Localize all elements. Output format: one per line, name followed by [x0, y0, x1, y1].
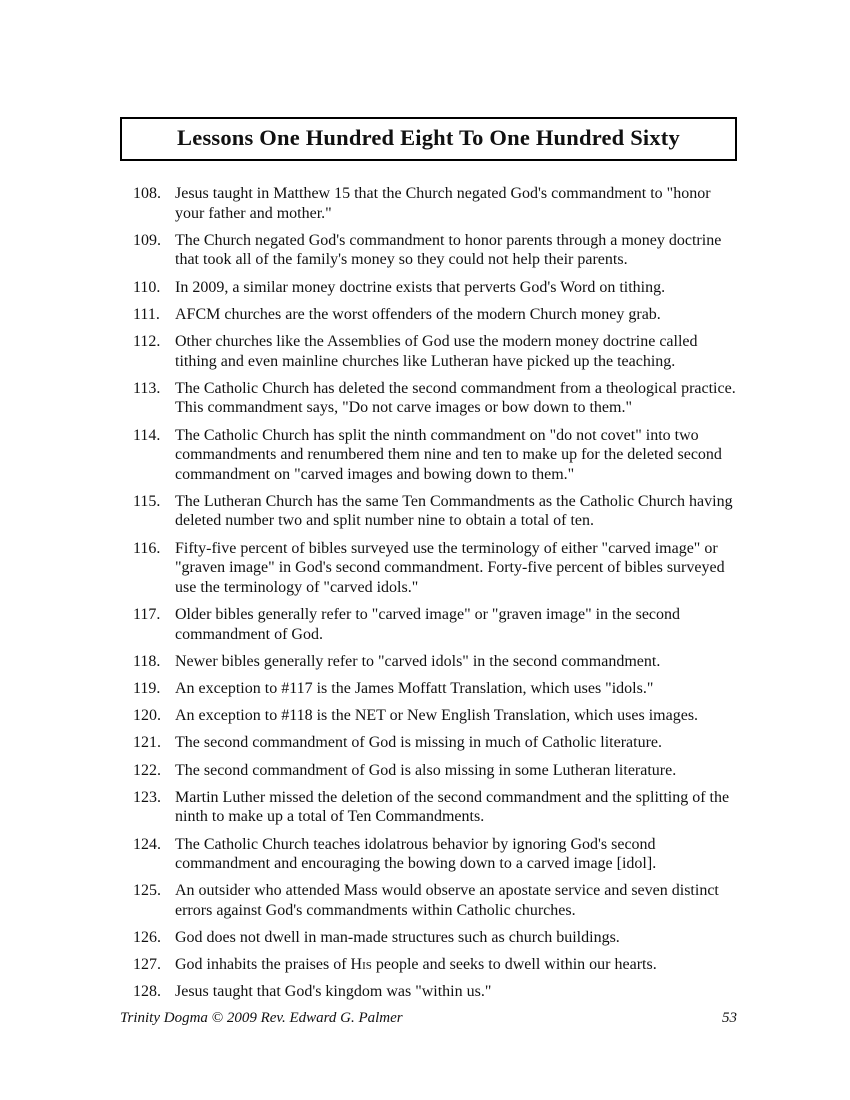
lesson-text: Fifty-five percent of bibles surveyed use the terminology of either "carved image" or "graven image" in God's second commandment. Forty-five percent of bibles surveyed use the terminology of "carved idols." — [175, 539, 725, 596]
lesson-text: God does not dwell in man-made structures such as church buildings. — [175, 929, 620, 947]
lesson-number: 120. — [133, 707, 161, 725]
lesson-number: 128. — [133, 983, 161, 1001]
lesson-item-109 — [120, 231, 737, 270]
lesson-number: 121. — [133, 734, 161, 752]
lesson-number: 108. — [133, 185, 161, 202]
lesson-text-smallcaps: His — [350, 956, 372, 974]
lesson-number: 114. — [133, 426, 161, 444]
lesson-text: An exception to #118 is the NET or New English Translation, which uses images. — [175, 707, 699, 725]
lesson-text: Other churches like the Assemblies of God use the modern money doctrine called tithing and even mainline churches like Lutheran have picked up the teaching. — [175, 332, 698, 370]
lesson-text: An outsider who attended Mass would observe an apostate service and seven distinct errors against God's commandments within Catholic churches. — [175, 882, 719, 919]
lesson-item-113 — [120, 379, 737, 418]
lesson-item-120 — [120, 706, 737, 726]
lesson-text: Martin Luther missed the deletion of the second commandment and the splitting of the ninth to make up a total of Ten Commandments. — [175, 788, 730, 826]
lesson-text: The second commandment of God is also missing in some Lutheran literature. — [175, 761, 677, 779]
lesson-number: 126. — [133, 929, 161, 947]
lesson-number: 125. — [133, 882, 161, 900]
lesson-text: Jesus taught that God's kingdom was "within us." — [175, 983, 492, 1001]
lesson-number: 117. — [133, 606, 161, 624]
lesson-text: The Catholic Church teaches idolatrous behavior by ignoring God's second commandment and encouraging the bowing down to a carved image [idol]. — [175, 835, 657, 873]
lesson-number: 113. — [133, 379, 161, 397]
page-footer — [120, 1010, 737, 1027]
lesson-number: 124. — [133, 835, 161, 853]
lesson-text: The Lutheran Church has the same Ten Commandments as the Catholic Church having deleted number two and split number nine to obtain a total of ten. — [175, 492, 733, 530]
lesson-text: The Church negated God's commandment to honor parents through a money doctrine that took all of the family's money so they could not help their parents. — [175, 231, 722, 269]
lesson-item-128 — [120, 982, 737, 1002]
lesson-text: The second commandment of God is missing in much of Catholic literature. — [175, 734, 663, 752]
footer-copyright: Trinity Dogma © 2009 Rev. Edward G. Palmer — [120, 1009, 403, 1026]
lesson-item-116 — [120, 539, 737, 598]
lesson-number: 119. — [133, 680, 161, 697]
page-title: Lessons One Hundred Eight To One Hundred Sixty — [177, 125, 680, 150]
lesson-item-115 — [120, 492, 737, 531]
lesson-item-117 — [120, 605, 737, 644]
lesson-item-118 — [120, 652, 737, 672]
lesson-item-124 — [120, 835, 737, 874]
lesson-number: 118. — [133, 652, 161, 670]
lesson-text: An exception to #117 is the James Moffatt Translation, which uses "idols." — [175, 680, 654, 697]
lesson-text: The Catholic Church has deleted the second commandment from a theological practice. This commandment says, "Do not carve images or bow down to them." — [175, 379, 736, 417]
lesson-item-114 — [120, 426, 737, 485]
lesson-number: 112. — [133, 332, 161, 350]
lesson-text — [175, 955, 737, 975]
lesson-number: 127. — [133, 956, 161, 974]
lesson-item-121 — [120, 733, 737, 753]
lesson-text: Newer bibles generally refer to "carved idols" in the second commandment. — [175, 652, 661, 670]
lesson-item-119 — [120, 679, 737, 699]
lesson-number: 111. — [133, 305, 160, 323]
lesson-text: AFCM churches are the worst offenders of the modern Church money grab. — [175, 305, 661, 323]
lesson-item-111 — [120, 305, 737, 325]
lesson-item-122 — [120, 761, 737, 781]
page-title-box — [120, 117, 737, 161]
lessons-list — [120, 184, 737, 1002]
lesson-item-123 — [120, 788, 737, 827]
lesson-number: 116. — [133, 539, 161, 557]
lesson-text: Jesus taught in Matthew 15 that the Church negated God's commandment to "honor your father and mother." — [175, 185, 711, 222]
lesson-item-126 — [120, 928, 737, 948]
lesson-number: 123. — [133, 788, 161, 806]
lesson-text-segment: people and seeks to dwell within our hearts. — [371, 956, 657, 974]
lesson-number: 115. — [133, 492, 161, 510]
lesson-number: 110. — [133, 278, 161, 296]
lesson-text: Older bibles generally refer to "carved image" or "graven image" in the second commandment of God. — [175, 606, 681, 643]
lesson-item-127 — [120, 955, 737, 975]
lesson-item-110 — [120, 278, 737, 298]
lesson-text: In 2009, a similar money doctrine exists that perverts God's Word on tithing. — [175, 278, 666, 296]
lesson-item-125 — [120, 881, 737, 920]
lesson-item-108 — [120, 184, 737, 223]
lesson-text: The Catholic Church has split the ninth commandment on "do not covet" into two commandments and renumbered them nine and ten to make up for the deleted second commandment on "carved images and bowing down to them." — [175, 426, 722, 483]
lesson-number: 122. — [133, 761, 161, 779]
footer-page-number: 53 — [722, 1009, 737, 1026]
lesson-number: 109. — [133, 231, 161, 249]
lesson-item-112 — [120, 332, 737, 371]
lesson-text-segment: God inhabits the praises of — [175, 956, 351, 974]
